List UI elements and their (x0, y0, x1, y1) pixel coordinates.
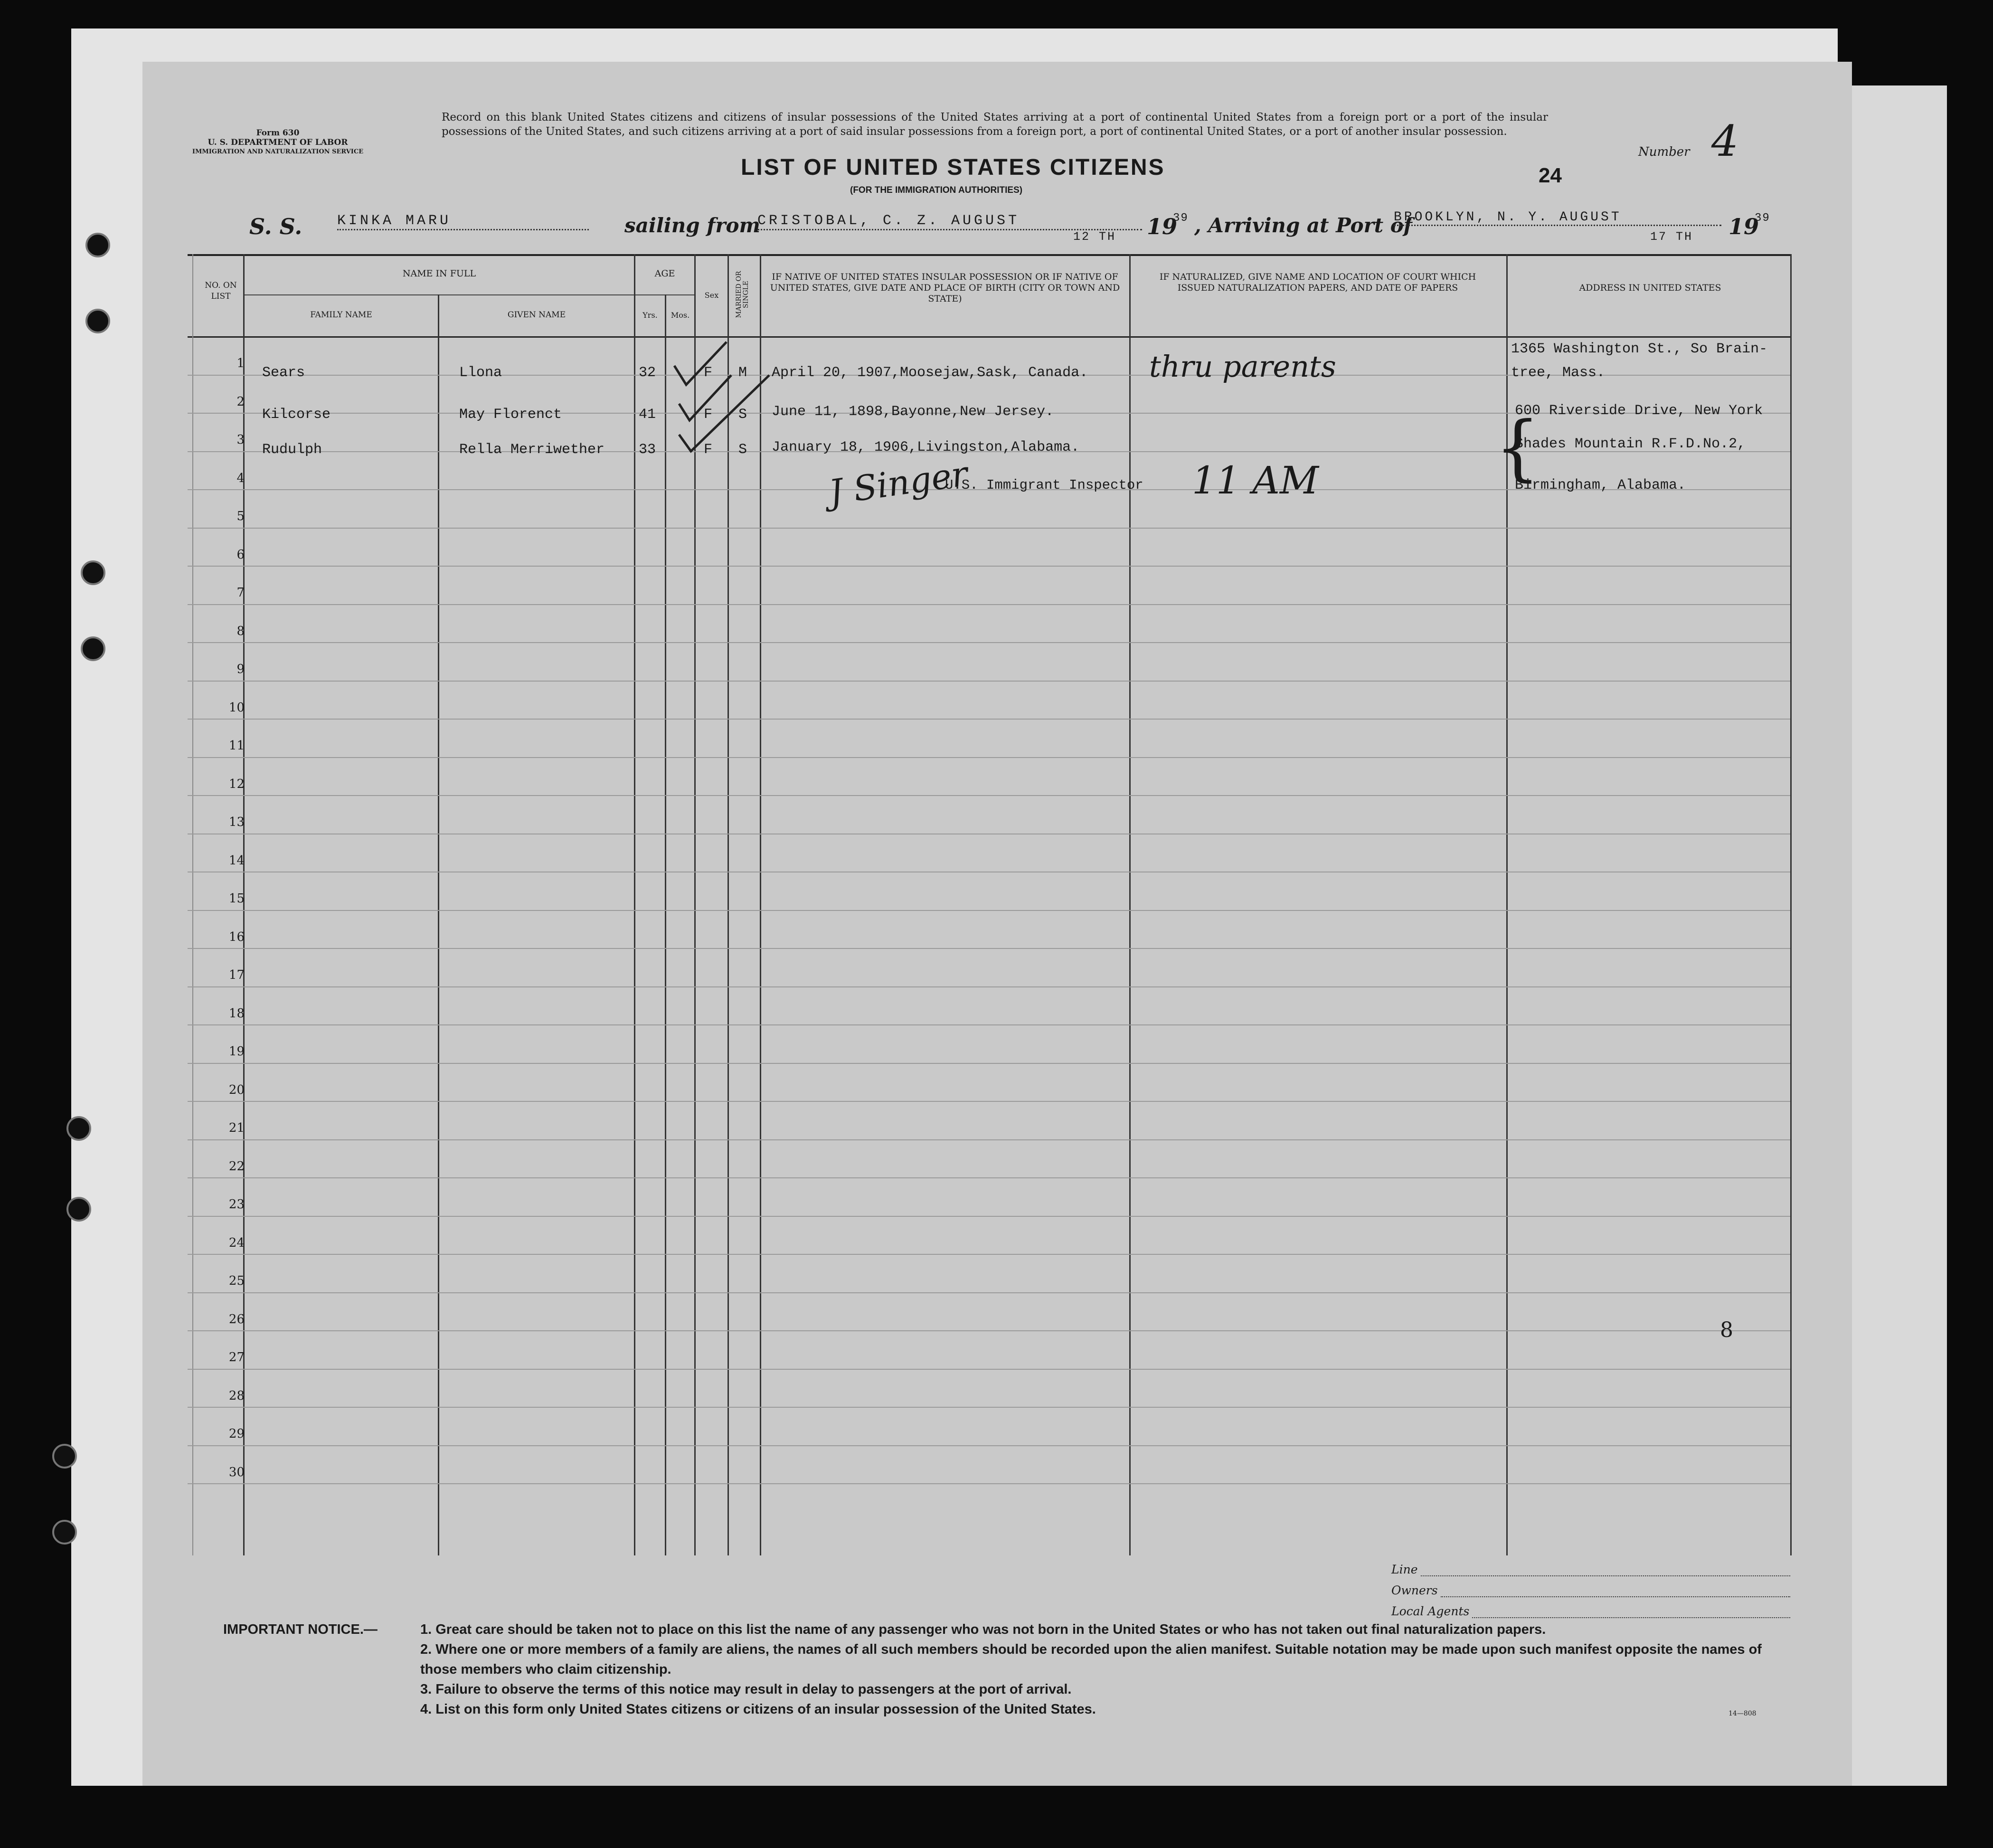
number-field (1638, 116, 1795, 166)
notice-list (420, 1620, 1790, 1719)
address-line-2: tree, Mass. (1511, 365, 1606, 381)
row-rule (188, 1483, 1790, 1484)
row-rule (188, 1407, 1790, 1408)
notice-item: 3. Failure to observe the terms of this notice may result in delay to passengers at the port of arrival. (420, 1682, 1072, 1697)
print-code: 14—808 (1729, 1710, 1757, 1717)
row-number: 9 (236, 662, 245, 676)
column-rule (192, 254, 193, 1555)
sailing-label: sailing from (624, 214, 760, 237)
birth-date-place: June 11, 1898,Bayonne,New Jersey. (772, 404, 1054, 420)
service-name: IMMIGRATION AND NATURALIZATION SERVICE (192, 148, 364, 155)
row-rule (188, 910, 1790, 911)
row-rule (188, 566, 1790, 567)
binder-hole (66, 1116, 91, 1141)
birth-date-place: January 18, 1906,Livingston,Alabama. (772, 439, 1080, 455)
age-years: 32 (639, 365, 656, 381)
arriving-year-suffix: 39 (1755, 212, 1770, 225)
number-label: Number (1638, 145, 1690, 159)
voyage-line (249, 209, 1802, 247)
binder-hole (66, 1197, 91, 1222)
row-number: 3 (236, 433, 245, 447)
arriving-day: 17 TH (1650, 230, 1693, 244)
given-name: Rella Merriwether (459, 442, 605, 458)
owners-label: Owners (1391, 1583, 1438, 1597)
row-rule (188, 1369, 1790, 1370)
col-header-mos: Mos. (671, 311, 690, 320)
department-name: U. S. DEPARTMENT OF LABOR (208, 138, 348, 147)
arriving-label: , Arriving at Port of (1194, 214, 1412, 237)
col-header-given-name: GIVEN NAME (507, 310, 566, 320)
age-years: 41 (639, 407, 656, 423)
col-header-naturalized: IF NATURALIZED, GIVE NAME AND LOCATION OF COURT WHICH ISSUED NATURALIZATION PAPERS, AND DATE OF PAPERS (1159, 272, 1476, 293)
column-rule (438, 294, 439, 1555)
row-number: 16 (228, 929, 245, 944)
inspector-signature: J Singer (826, 453, 971, 513)
naturalization-note: thru parents (1149, 349, 1336, 384)
notice-item: 4. List on this form only United States citizens or citizens of an insular possession of the United States. (420, 1702, 1096, 1717)
family-name: Kilcorse (262, 407, 331, 423)
form-instructions: Record on this blank United States citizens and citizens of insular possessions of the United States arriving at a port of continental United States from a foreign port or a port of the insular possessions of the United States, and such citizens arriving at a port of said insular possessions from a foreign port, a port of continental United States, or a port of another insular possession. (442, 111, 1548, 138)
col-header-name-in-full: NAME IN FULL (402, 268, 476, 279)
notice-item: 1. Great care should be taken not to place on this list the name of any passenger who was not born in the United States or who has not taken out final naturalization papers. (420, 1622, 1546, 1637)
inspector-title: U.S. Immigrant Inspector (945, 477, 1143, 493)
binder-hole (85, 233, 110, 257)
address-brace: { (1495, 407, 1540, 489)
row-rule (188, 528, 1790, 529)
arriving-year-prefix: 19 (1729, 214, 1759, 239)
column-rule (1790, 254, 1792, 1555)
col-header-yrs: Yrs. (642, 311, 658, 320)
notice-heading: IMPORTANT NOTICE.— (223, 1622, 378, 1637)
row-number: 1 (236, 356, 245, 370)
binder-hole (81, 636, 105, 661)
row-number: 11 (228, 739, 245, 753)
address-line-1: 1365 Washington St., So Brain- (1511, 341, 1768, 357)
row-rule (188, 795, 1790, 796)
check-mark (679, 375, 731, 420)
row-rule (188, 757, 1790, 758)
row-number: 20 (228, 1082, 245, 1097)
footer-signature-block (1391, 1555, 1790, 1618)
sailing-year-prefix: 19 (1147, 214, 1178, 239)
given-name: May Florenct (459, 407, 562, 423)
address-line-2: Birmingham, Alabama. (1515, 477, 1686, 493)
row-number: 25 (228, 1274, 245, 1288)
arriving-port: BROOKLYN, N. Y. AUGUST (1394, 210, 1721, 226)
table-top-rule (188, 254, 1790, 256)
row-number: 23 (228, 1197, 245, 1212)
row-rule (188, 1177, 1790, 1178)
row-rule (188, 1254, 1790, 1255)
form-identification (190, 128, 366, 157)
row-number: 24 (228, 1235, 245, 1250)
col-header-sex: Sex (704, 291, 719, 300)
family-name: Sears (262, 365, 305, 381)
binder-hole (52, 1520, 77, 1545)
row-number: 12 (228, 777, 245, 791)
row-number: 19 (228, 1044, 245, 1059)
row-number: 17 (228, 968, 245, 982)
given-name: Llona (459, 365, 502, 381)
time-note: 11 AM (1192, 458, 1319, 502)
number-value: 4 (1711, 116, 1738, 166)
row-rule (188, 1024, 1790, 1025)
notice-item: 2. Where one or more members of a family are aliens, the names of all such members should be recorded upon the alien manifest. Suitable notation may be made upon such manifest opposite the names of those members who claim citizenship. (420, 1642, 1762, 1677)
row-rule (188, 986, 1790, 987)
address-line-1: 600 Riverside Drive, New York (1515, 403, 1763, 419)
row-number: 27 (228, 1350, 245, 1365)
row-rule (188, 1292, 1790, 1293)
age-subheader-rule (634, 294, 695, 295)
sailing-from: CRISTOBAL, C. Z. AUGUST (757, 213, 1142, 230)
row-number: 13 (228, 815, 245, 829)
name-subheader-rule (245, 294, 634, 295)
page-title: LIST OF UNITED STATES CITIZENS (741, 155, 1165, 180)
row-number: 2 (236, 394, 245, 409)
ss-label: S. S. (249, 214, 302, 239)
row-rule (188, 948, 1790, 949)
checkmarks (660, 332, 784, 461)
family-name: Rudulph (262, 442, 322, 458)
marital-status: S (738, 407, 747, 423)
line-label: Line (1391, 1563, 1418, 1576)
column-rule (665, 294, 666, 1555)
row-number: 4 (236, 471, 245, 485)
birth-date-place: April 20, 1907,Moosejaw,Sask, Canada. (772, 365, 1088, 381)
col-header-birth: IF NATIVE OF UNITED STATES INSULAR POSSESSION OR IF NATIVE OF UNITED STATES, GIVE DATE AND PLACE OF BIRTH (CITY OR TOWN AND STATE) (770, 272, 1120, 304)
column-rule (1129, 254, 1131, 1555)
row-rule (188, 681, 1790, 682)
row-rule (188, 1139, 1790, 1140)
owners-field (1441, 1596, 1790, 1597)
row-number: 7 (236, 586, 245, 600)
page-subtitle: (FOR THE IMMIGRATION AUTHORITIES) (850, 185, 1023, 195)
row-rule (188, 1063, 1790, 1064)
marital-status: M (738, 365, 747, 381)
sailing-year-suffix: 39 (1173, 212, 1189, 225)
col-header-age: AGE (654, 268, 675, 279)
margin-number: 8 (1720, 1318, 1733, 1342)
col-header-family-name: FAMILY NAME (310, 310, 372, 320)
row-number: 10 (228, 700, 245, 715)
agents-field (1472, 1617, 1790, 1618)
row-rule (188, 1330, 1790, 1331)
col-header-no: NO. ON LIST (205, 281, 237, 301)
binder-hole (52, 1444, 77, 1469)
age-years: 33 (639, 442, 656, 458)
header-bottom-rule (188, 336, 1790, 338)
sex: F (704, 442, 713, 458)
sex: F (704, 407, 713, 423)
row-number: 6 (236, 547, 245, 562)
row-rule (188, 1445, 1790, 1446)
row-number: 26 (228, 1312, 245, 1327)
row-number: 5 (236, 509, 245, 523)
binder-hole (81, 560, 105, 585)
binder-hole (85, 309, 110, 333)
col-header-marital: MARRIED OR SINGLE (735, 271, 750, 318)
row-number: 21 (228, 1121, 245, 1135)
check-mark (674, 342, 727, 385)
row-number: 15 (228, 891, 245, 906)
sex: F (704, 365, 713, 381)
row-number: 22 (228, 1159, 245, 1174)
row-rule (188, 719, 1790, 720)
sailing-day: 12 TH (1073, 230, 1116, 244)
row-number: 14 (228, 853, 245, 868)
row-number: 29 (228, 1427, 245, 1441)
row-rule (188, 642, 1790, 643)
form-number: Form 630 (256, 128, 300, 138)
page-stamp: 24 (1539, 164, 1562, 187)
row-number: 8 (236, 624, 245, 638)
marital-status: S (738, 442, 747, 458)
address-line-1: Shades Mountain R.F.D.No.2, (1515, 436, 1746, 452)
row-rule (188, 1101, 1790, 1102)
row-rule (188, 604, 1790, 605)
col-header-address: ADDRESS IN UNITED STATES (1579, 283, 1721, 293)
row-number: 18 (228, 1006, 245, 1021)
row-rule (188, 1216, 1790, 1217)
row-number: 28 (228, 1388, 245, 1403)
row-number: 30 (228, 1465, 245, 1479)
ship-name: KINKA MARU (337, 213, 589, 230)
line-field (1421, 1575, 1791, 1576)
check-mark (679, 375, 769, 451)
column-rule (634, 254, 635, 1555)
agents-label: Local Agents (1391, 1604, 1470, 1618)
